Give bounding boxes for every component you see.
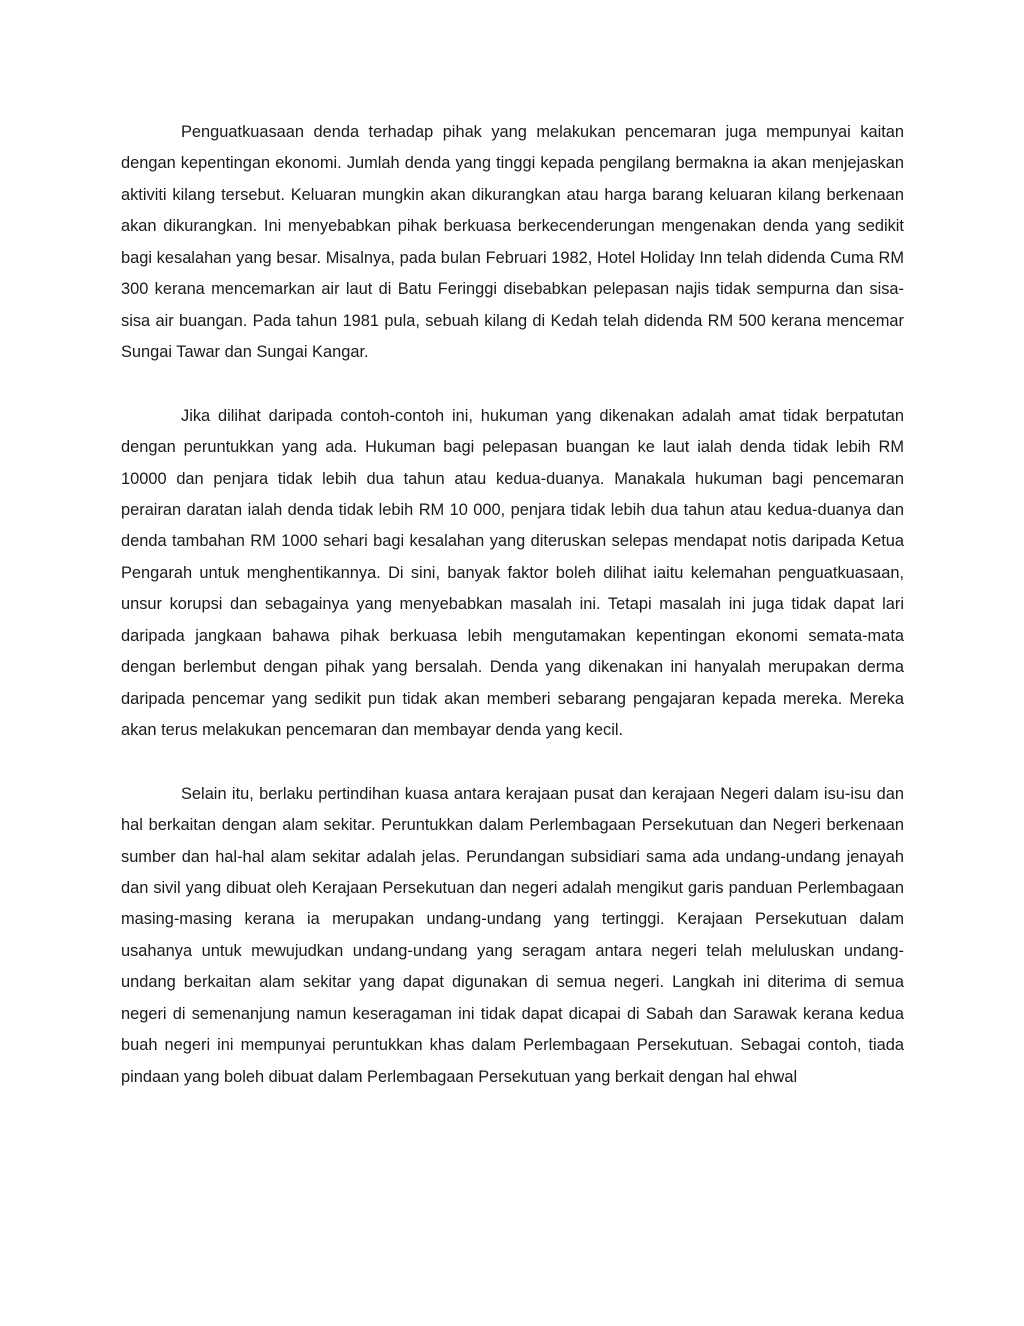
- paragraph-2: Jika dilihat daripada contoh-contoh ini, hukuman yang dikenakan adalah amat tidak berpatutan dengan peruntukkan yang ada. Hukuman bagi pelepasan buangan ke laut ialah denda tidak lebih RM 10000 dan penjara tidak lebih dua tahun atau kedua-duanya. Manakala hukuman bagi pencemaran perairan daratan ialah denda tidak lebih RM 10 000, penjara tidak lebih dua tahun atau kedua-duanya dan denda tambahan RM 1000 sehari bagi kesalahan yang diteruskan selepas mendapat notis daripada Ketua Pengarah untuk menghentikannya. Di sini, banyak faktor boleh dilihat iaitu kelemahan penguatkuasaan, unsur korupsi dan sebagainya yang menyebabkan masalah ini. Tetapi masalah ini juga tidak dapat lari daripada jangkaan bahawa pihak berkuasa lebih mengutamakan kepentingan ekonomi semata-mata dengan berlembut dengan pihak yang bersalah. Denda yang dikenakan ini hanyalah merupakan derma daripada pencemar yang sedikit pun tidak akan memberi sebarang pengajaran kepada mereka. Mereka akan terus melakukan pencemaran dan membayar denda yang kecil.: [121, 406, 904, 740]
- paragraph-3: Selain itu, berlaku pertindihan kuasa antara kerajaan pusat dan kerajaan Negeri dalam isu-isu dan hal berkaitan dengan alam sekitar. Peruntukkan dalam Perlembagaan Persekutuan dan Negeri berkenaan sumber dan hal-hal alam sekitar adalah jelas. Perundangan subsidiari sama ada undang-undang jenayah dan sivil yang dibuat oleh Kerajaan Persekutuan dan negeri adalah mengikut garis panduan Perlembagaan masing-masing kerana ia merupakan undang-undang yang tertinggi. Kerajaan Persekutuan dalam usahanya untuk mewujudkan undang-undang yang seragam antara negeri telah meluluskan undang-undang berkaitan alam sekitar yang dapat digunakan di semua negeri. Langkah ini diterima di semua negeri di semenanjung namun keseragaman ini tidak dapat dicapai di Sabah dan Sarawak kerana kedua buah negeri ini mempunyai peruntukkan khas dalam Perlembagaan Persekutuan. Sebagai contoh, tiada pindaan yang boleh dibuat dalam Perlembagaan Persekutuan yang berkait dengan hal ehwal: [121, 784, 904, 1086]
- paragraph-1: Penguatkuasaan denda terhadap pihak yang melakukan pencemaran juga mempunyai kaitan dengan kepentingan ekonomi. Jumlah denda yang tinggi kepada pengilang bermakna ia akan menjejaskan aktiviti kilang tersebut. Keluaran mungkin akan dikurangkan atau harga barang keluaran kilang berkenaan akan dikurangkan. Ini menyebabkan pihak berkuasa berkecenderungan mengenakan denda yang sedikit bagi kesalahan yang besar. Misalnya, pada bulan Februari 1982, Hotel Holiday Inn telah didenda Cuma RM 300 kerana mencemarkan air laut di Batu Feringgi disebabkan pelepasan najis tidak sempurna dan sisa-sisa air buangan. Pada tahun 1981 pula, sebuah kilang di Kedah telah didenda RM 500 kerana mencemar Sungai Tawar dan Sungai Kangar.: [121, 123, 904, 362]
- document-body: [121, 117, 904, 1093]
